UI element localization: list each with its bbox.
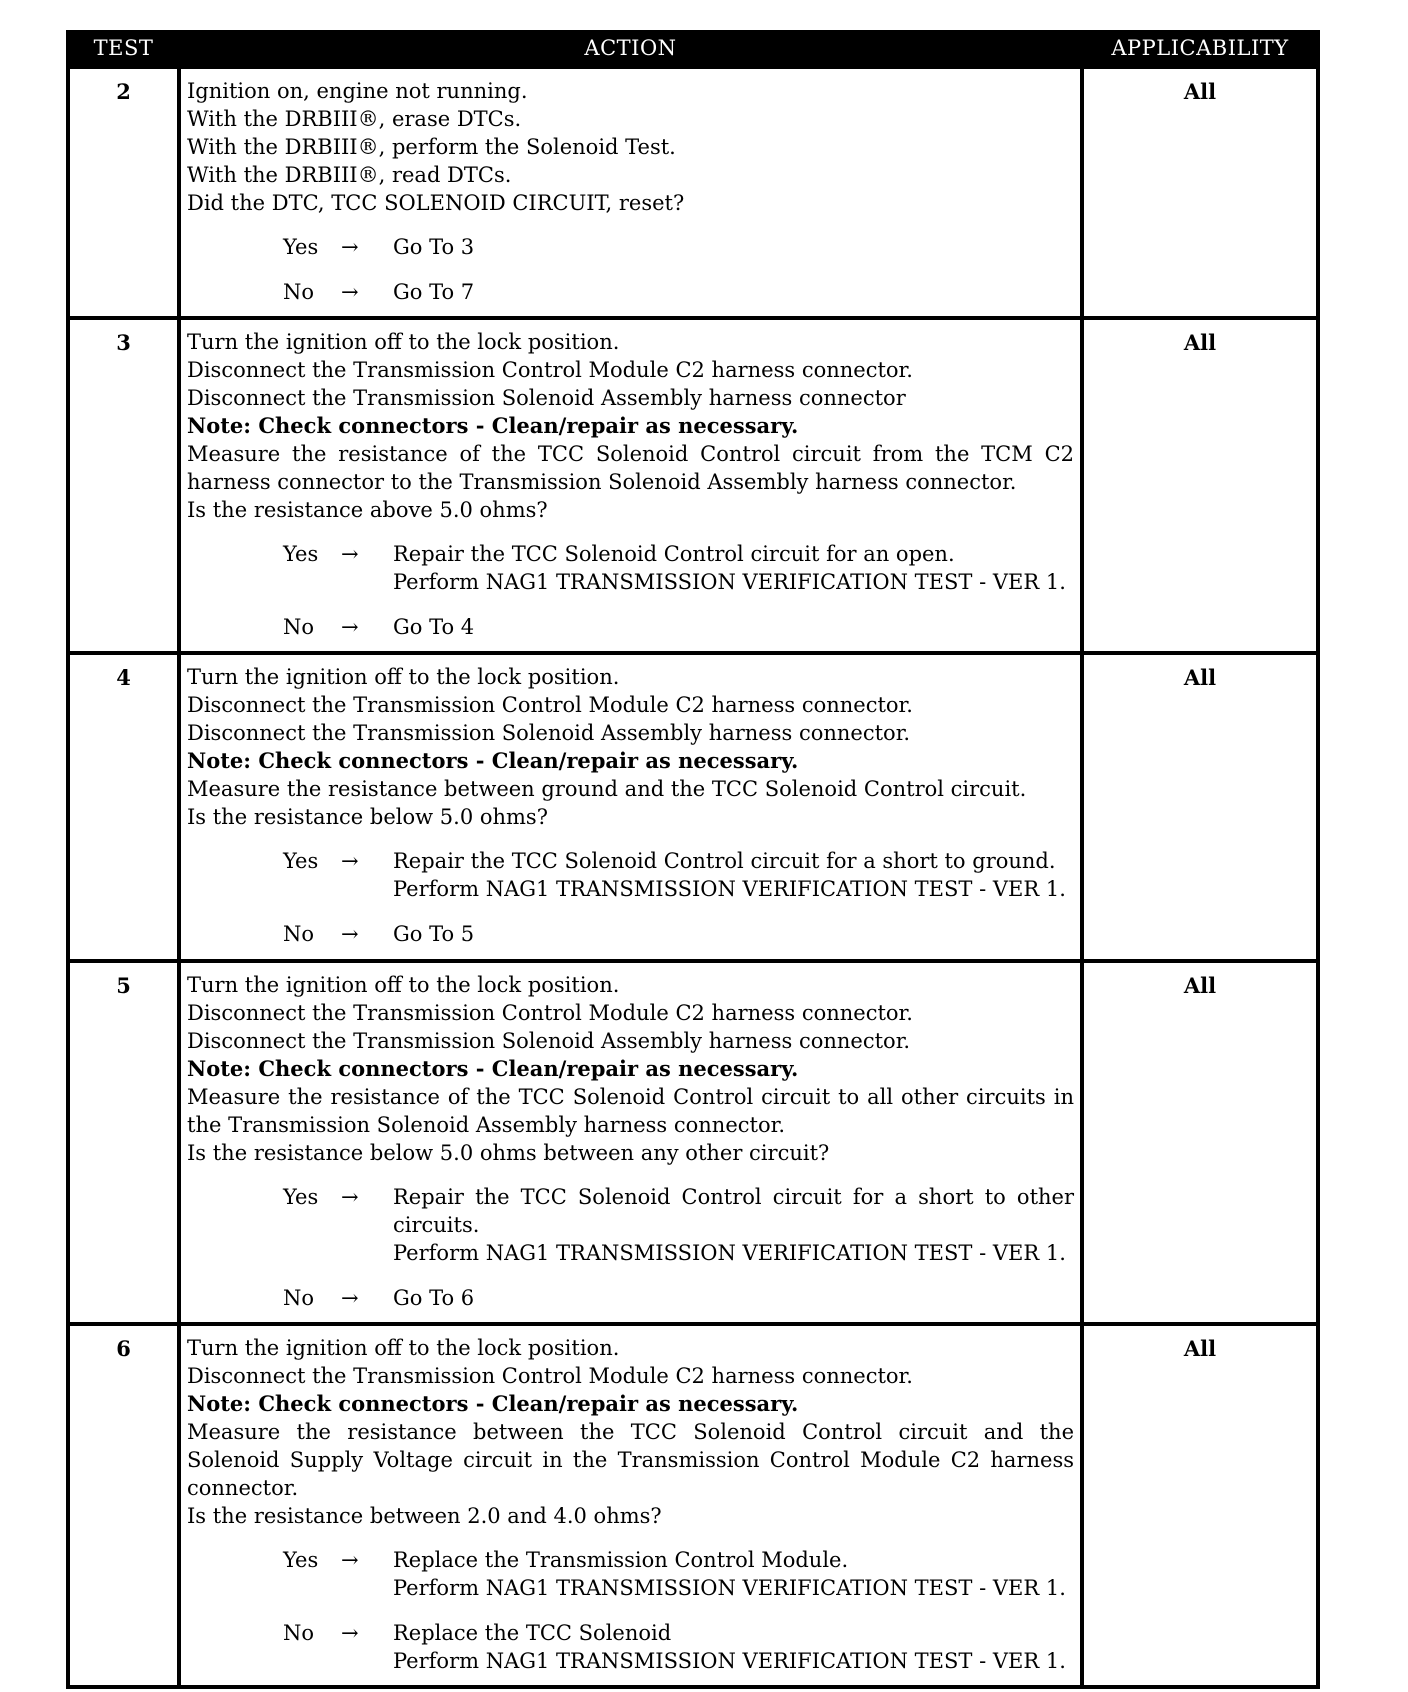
step-text: Disconnect the Transmission Solenoid Assembly harness connector (187, 386, 906, 410)
right-arrow-icon: → (341, 542, 359, 566)
yes-label: Yes (283, 235, 319, 259)
right-arrow-icon: → (341, 235, 359, 259)
test-row (68, 318, 1318, 653)
step-text: Measure the resistance between ground and the TCC Solenoid Control circuit. (187, 777, 1027, 801)
question-text: Is the resistance between 2.0 and 4.0 ohms? (187, 1504, 662, 1528)
action-cell (179, 67, 1082, 318)
note-text: Note: Check connectors - Clean/repair as necessary. (187, 1056, 799, 1081)
right-arrow-icon: → (341, 1548, 359, 1572)
verification-test-text: Perform NAG1 TRANSMISSION VERIFICATION TEST - VER 1. (393, 1241, 1066, 1265)
yes-result: Repair the TCC Solenoid Control circuit for a short to other circuits. (393, 1185, 1074, 1237)
yes-answer (187, 1183, 1074, 1267)
applicability-value: All (1082, 318, 1318, 653)
yes-label: Yes (283, 849, 319, 873)
step-text: Ignition on, engine not running. (187, 79, 528, 103)
answers (187, 540, 1074, 641)
right-arrow-icon: → (341, 849, 359, 873)
step-text: Disconnect the Transmission Solenoid Assembly harness connector. (187, 1029, 911, 1053)
right-arrow-icon: → (341, 1621, 359, 1645)
step-text: Disconnect the Transmission Control Module C2 harness connector. (187, 358, 913, 382)
note-text: Note: Check connectors - Clean/repair as necessary. (187, 1391, 799, 1416)
answers (187, 847, 1074, 948)
test-number: 6 (68, 1324, 179, 1687)
question-text: Did the DTC, TCC SOLENOID CIRCUIT, reset? (187, 191, 685, 215)
verification-test-text: Perform NAG1 TRANSMISSION VERIFICATION TEST - VER 1. (393, 570, 1066, 594)
step-text: Disconnect the Transmission Control Module C2 harness connector. (187, 693, 913, 717)
verification-test-text: Perform NAG1 TRANSMISSION VERIFICATION TEST - VER 1. (393, 1649, 1066, 1673)
yes-result: Repair the TCC Solenoid Control circuit for an open. (393, 542, 955, 566)
header-action: ACTION (179, 30, 1082, 67)
yes-answer (187, 1546, 1074, 1602)
step-text: Disconnect the Transmission Solenoid Assembly harness connector. (187, 721, 911, 745)
question-text: Is the resistance below 5.0 ohms? (187, 805, 548, 829)
applicability-value: All (1082, 653, 1318, 961)
no-answer (187, 613, 1074, 641)
header-applicability: APPLICABILITY (1082, 30, 1318, 67)
action-cell (179, 318, 1082, 653)
no-label: No (283, 1286, 315, 1310)
step-text: Turn the ignition off to the lock position. (187, 665, 620, 689)
question-text: Is the resistance above 5.0 ohms? (187, 498, 548, 522)
no-result: Go To 6 (393, 1286, 475, 1310)
test-number: 4 (68, 653, 179, 961)
yes-answer (187, 540, 1074, 596)
diagnostic-test-sheet (66, 30, 1316, 1689)
yes-result: Repair the TCC Solenoid Control circuit for a short to ground. (393, 849, 1056, 873)
right-arrow-icon: → (341, 1185, 359, 1209)
note-text: Note: Check connectors - Clean/repair as necessary. (187, 748, 799, 773)
action-cell (179, 653, 1082, 961)
no-label: No (283, 1621, 315, 1645)
test-row (68, 961, 1318, 1324)
test-row (68, 1324, 1318, 1687)
step-text: Disconnect the Transmission Control Module C2 harness connector. (187, 1001, 913, 1025)
step-text: Measure the resistance of the TCC Solenoid Control circuit to all other circuits in the Transmission Solenoid Assembly harness connector. (187, 1085, 1074, 1137)
step-text: With the DRBIII®, erase DTCs. (187, 107, 522, 131)
step-text: Measure the resistance between the TCC Solenoid Control circuit and the Solenoid Supply Voltage circuit in the Transmission Control Module C2 harness connector. (187, 1420, 1074, 1500)
right-arrow-icon: → (341, 280, 359, 304)
no-result: Replace the TCC Solenoid (393, 1621, 672, 1645)
no-result: Go To 5 (393, 922, 475, 946)
yes-answer (187, 233, 1074, 261)
step-text: With the DRBIII®, read DTCs. (187, 163, 512, 187)
no-answer (187, 1619, 1074, 1675)
right-arrow-icon: → (341, 615, 359, 639)
yes-result: Go To 3 (393, 235, 475, 259)
note-text: Note: Check connectors - Clean/repair as necessary. (187, 413, 799, 438)
step-text: Measure the resistance of the TCC Solenoid Control circuit from the TCM C2 harness connector to the Transmission Solenoid Assembly harness connector. (187, 442, 1074, 494)
applicability-value: All (1082, 1324, 1318, 1687)
header-test: TEST (68, 30, 179, 67)
header-row (68, 30, 1318, 67)
right-arrow-icon: → (341, 1286, 359, 1310)
no-result: Go To 4 (393, 615, 475, 639)
applicability-value: All (1082, 67, 1318, 318)
yes-label: Yes (283, 1185, 319, 1209)
test-number: 2 (68, 67, 179, 318)
action-cell (179, 1324, 1082, 1687)
step-text: Turn the ignition off to the lock position. (187, 973, 620, 997)
verification-test-text: Perform NAG1 TRANSMISSION VERIFICATION TEST - VER 1. (393, 1576, 1066, 1600)
test-number: 3 (68, 318, 179, 653)
applicability-value: All (1082, 961, 1318, 1324)
test-row (68, 653, 1318, 961)
test-row (68, 67, 1318, 318)
diagnostic-table (66, 30, 1320, 1689)
right-arrow-icon: → (341, 922, 359, 946)
step-text: With the DRBIII®, perform the Solenoid Test. (187, 135, 676, 159)
yes-result: Replace the Transmission Control Module. (393, 1548, 849, 1572)
step-text: Disconnect the Transmission Control Module C2 harness connector. (187, 1364, 913, 1388)
no-label: No (283, 615, 315, 639)
no-result: Go To 7 (393, 280, 475, 304)
step-text: Turn the ignition off to the lock position. (187, 1336, 620, 1360)
answers (187, 233, 1074, 306)
yes-label: Yes (283, 542, 319, 566)
no-label: No (283, 922, 315, 946)
question-text: Is the resistance below 5.0 ohms between any other circuit? (187, 1141, 830, 1165)
yes-answer (187, 847, 1074, 903)
verification-test-text: Perform NAG1 TRANSMISSION VERIFICATION TEST - VER 1. (393, 877, 1066, 901)
no-answer (187, 1284, 1074, 1312)
test-number: 5 (68, 961, 179, 1324)
step-text: Turn the ignition off to the lock position. (187, 330, 620, 354)
yes-label: Yes (283, 1548, 319, 1572)
answers (187, 1183, 1074, 1312)
action-cell (179, 961, 1082, 1324)
answers (187, 1546, 1074, 1675)
no-answer (187, 920, 1074, 948)
no-answer (187, 278, 1074, 306)
no-label: No (283, 280, 315, 304)
